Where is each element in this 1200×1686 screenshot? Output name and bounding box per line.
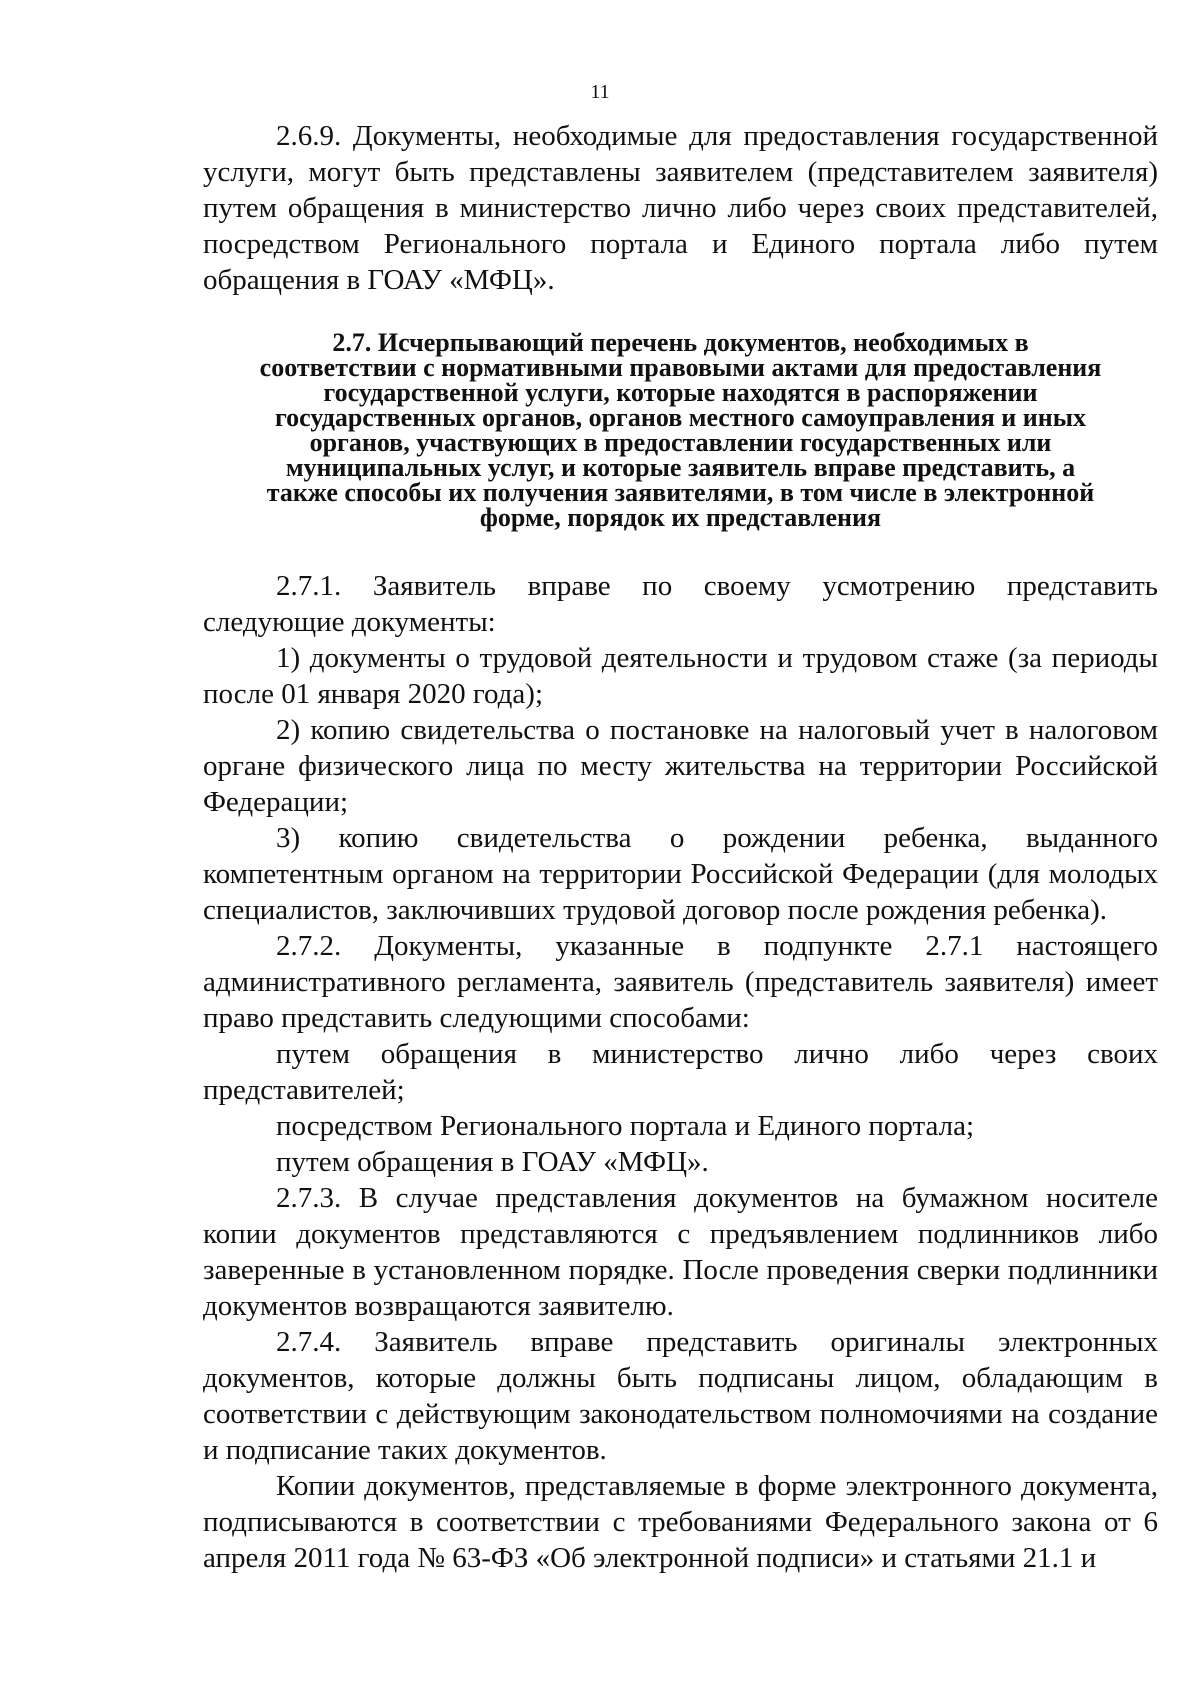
method-mfc: путем обращения в ГОАУ «МФЦ». — [276, 1146, 709, 1178]
list-item-2: 2) копию свидетельства о постановке на налоговый учет в налоговом органе физического лица по месту жительства на территории Российской Федерации; — [203, 714, 1158, 818]
paragraph-2-7-4: 2.7.4. Заявитель вправе представить оригиналы электронных документов, которые должны быть подписаны лицом, обладающим в соответствии с действующим законодательством полномочиями на создание и подписание таких документов. — [203, 1326, 1158, 1466]
list-item-3: 3) копию свидетельства о рождении ребенка, выданного компетентным органом на территории Российской Федерации (для молодых специалистов, заключивших трудовой договор после рождения ребенка). — [203, 822, 1158, 926]
heading-line: государственной услуги, которые находятся в распоряжении — [323, 378, 1038, 407]
paragraph-2-7-3: 2.7.3. В случае представления документов на бумажном носителе копии документов представляются с предъявлением подлинников либо заверенные в установленном порядке. После проведения сверки подлинники документов возвращаются заявителю. — [203, 1182, 1158, 1322]
heading-line: органов, участвующих в предоставлении государственных или — [309, 428, 1052, 457]
section-2-7-body — [203, 568, 1158, 1576]
paragraph-2-7-2: 2.7.2. Документы, указанные в подпункте 2.7.1 настоящего административного регламента, заявитель (представитель заявителя) имеет право представить следующими способами: — [203, 930, 1158, 1034]
paragraph-2-7-1: 2.7.1. Заявитель вправе по своему усмотрению представить следующие документы: — [203, 570, 1158, 638]
heading-line: государственных органов, органов местного самоуправления и иных — [274, 403, 1087, 432]
paragraph-2-6-9: 2.6.9. Документы, необходимые для предоставления государственной услуги, могут быть представлены заявителем (представителем заявителя) путем обращения в министерство лично либо через своих представителей, посредством Регионального портала и Единого портала либо путем обращения в ГОАУ «МФЦ». — [203, 120, 1158, 296]
page-number: 11 — [590, 81, 610, 103]
method-in-person: путем обращения в министерство лично либо через своих представителей; — [203, 1038, 1158, 1106]
heading-line: муниципальных услуг, и которые заявитель вправе представить, а — [285, 453, 1076, 482]
intro-section — [203, 118, 1158, 298]
heading-line: также способы их получения заявителями, в том числе в электронной — [266, 478, 1095, 507]
section-heading-2-7 — [203, 330, 1158, 530]
paragraph-copies: Копии документов, представляемые в форме электронного документа, подписываются в соответствии с требованиями Федерального закона от 6 апреля 2011 года № 63-ФЗ «Об электронной подписи» и статьями 21.1 и — [203, 1470, 1158, 1574]
list-item-1: 1) документы о трудовой деятельности и трудовом стаже (за периоды после 01 января 2020 года); — [203, 642, 1158, 710]
heading-line: соответствии с нормативными правовыми актами для предоставления — [259, 353, 1102, 382]
heading-line: форме, порядок их представления — [479, 503, 882, 532]
method-portal: посредством Регионального портала и Единого портала; — [276, 1110, 975, 1142]
heading-line: 2.7. Исчерпывающий перечень документов, необходимых в — [332, 328, 1029, 357]
